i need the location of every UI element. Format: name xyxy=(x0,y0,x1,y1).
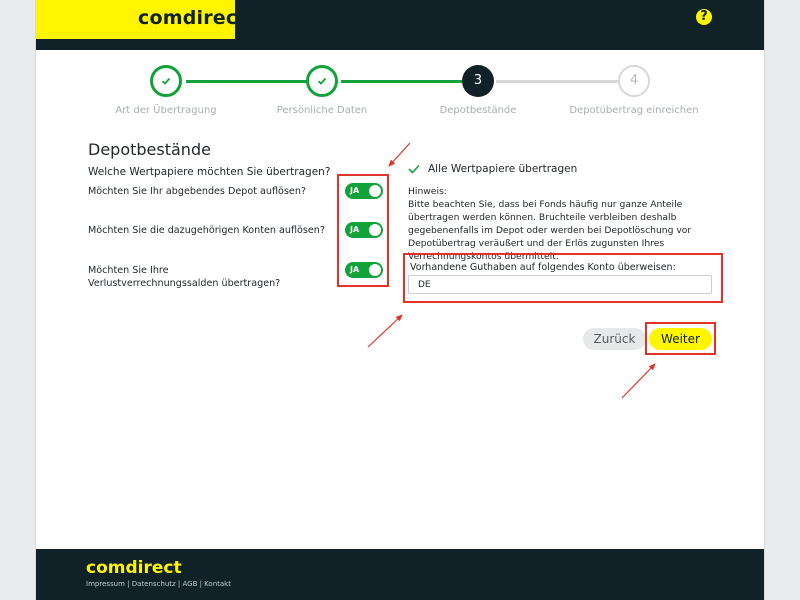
back-button[interactable]: Zurück xyxy=(583,328,646,350)
footer-links[interactable]: Impressum | Datenschutz | AGB | Kontakt xyxy=(86,580,231,588)
step-1-label: Art der Übertragung xyxy=(115,105,217,116)
toggle-label: JA xyxy=(350,265,360,274)
footer-logo[interactable]: comdirect xyxy=(86,558,182,578)
arrow-next xyxy=(622,364,655,398)
selected-option-label: Alle Wertpapiere übertragen xyxy=(428,163,578,175)
arrow-toggles xyxy=(389,143,410,166)
step-3-label: Depotbestände xyxy=(439,105,517,116)
step-2-label: Persönliche Daten xyxy=(276,105,368,116)
guthaben-label: Vorhandene Guthaben auf folgendes Konto überweisen: xyxy=(410,262,676,273)
page xyxy=(36,0,764,600)
question-main: Welche Wertpapiere möchten Sie übertragen? xyxy=(88,166,331,178)
step-4-circle: 4 xyxy=(618,65,650,97)
hint-title: Hinweis: xyxy=(408,186,447,197)
hint-text: Bitte beachten Sie, dass bei Fonds häufig nur ganze Anteile übertragen werden können. Bruchteile verbleiben deshalb gegebenenfalls im Depot oder werden bei Depotlöschung vor Depotübertrag veräußert und der Erlös zugunsten Ihres Verrechnungskontos übermittelt. xyxy=(408,199,692,262)
next-button[interactable]: Weiter xyxy=(649,328,712,350)
logo-text: comdirect xyxy=(138,7,247,29)
toggle-label: JA xyxy=(350,225,360,234)
question-verlust: Möchten Sie Ihre Verlustverrechnungssalden übertragen? xyxy=(88,265,281,289)
toggle-label: JA xyxy=(350,186,360,195)
arrow-guthaben xyxy=(368,315,402,347)
step-4-label: Depotübertrag einreichen xyxy=(569,105,699,116)
section-title: Depotbestände xyxy=(88,140,211,159)
help-icon[interactable]: ? xyxy=(696,9,712,25)
step-3-circle: 3 xyxy=(462,65,494,97)
question-konten: Möchten Sie die dazugehörigen Konten auflösen? xyxy=(88,225,325,236)
annotation-arrows xyxy=(36,0,764,600)
footer xyxy=(36,549,764,600)
question-depot: Möchten Sie Ihr abgebendes Depot auflösen? xyxy=(88,186,306,197)
